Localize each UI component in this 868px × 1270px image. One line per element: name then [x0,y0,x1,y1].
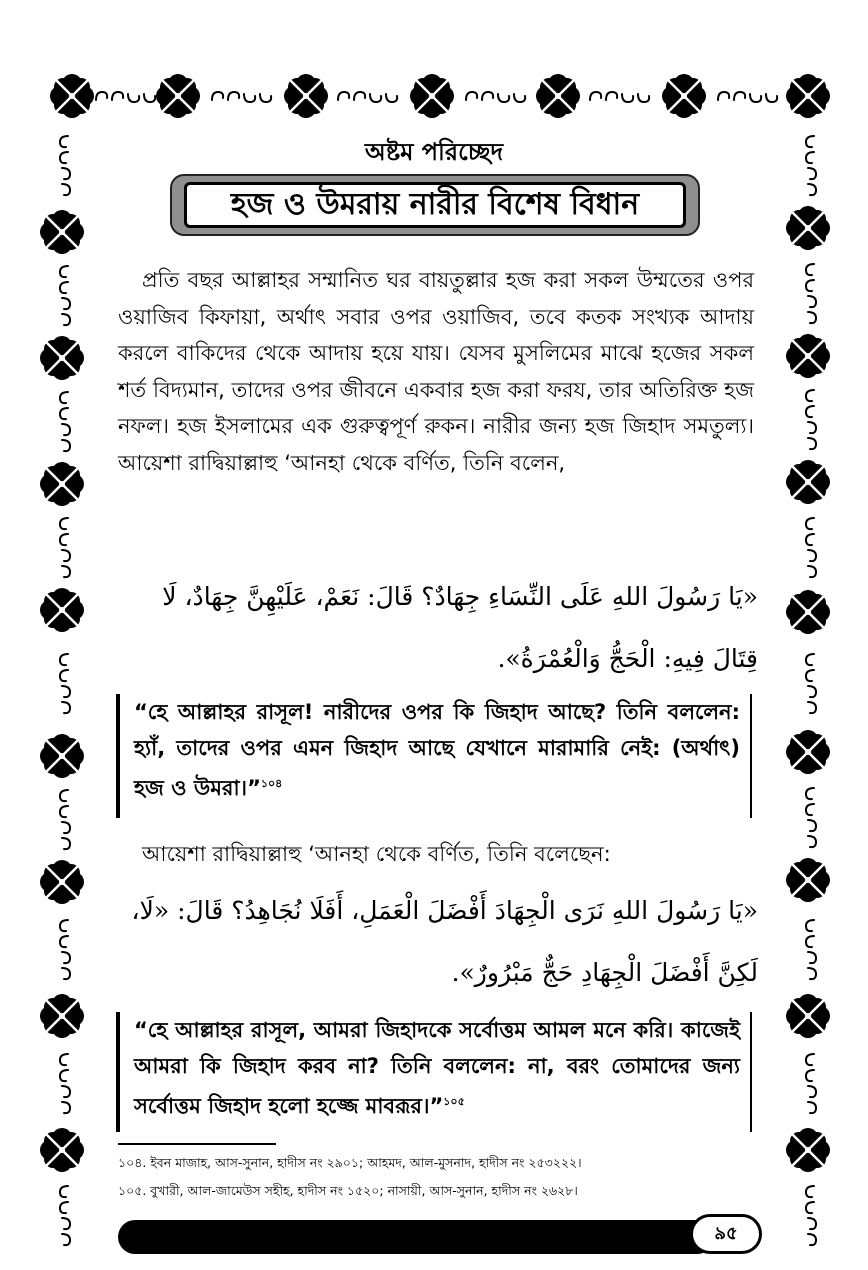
intro-paragraph: প্রতি বছর আল্লাহর সম্মানিত ঘর বায়তুল্লার হজ করা সকল উম্মতের ওপর ওয়াজিব কিফায়া, অর্থাৎ সবার ওপর ওয়াজিব, তবে কতক সংখ্যক আদায় করলে বাকিদের থেকে আদায় হয়ে যায়। যেসব মুসলিমের মাঝে হজের সকল শর্ত বিদ্যমান, তাদের ওপর জীবনে একবার হজ করা ফরয, তার অতিরিক্ত হজ নফল। হজ ইসলামের এক গুরুত্বপূর্ণ রুকন। নারীর জন্য হজ জিহাদ সমতুল্য। আয়েশা রাদ্বিয়াল্লাহু ‘আনহা থেকে বর্ণিত, তিনি বলেন, [118,268,754,475]
arabic-hadith-2: «يَا رَسُولَ اللهِ نَرَى الْجِهَادَ أَفْضَلَ الْعَمَلِ، أَفَلَا نُجَاهِدُ؟ قَالَ: «لَا، لَكِنَّ أَفْضَلَ الْجِهَادِ حَجٌّ مَبْرُورٌ». [131,896,758,987]
hadith-translation-2 [116,1012,752,1132]
hadith-translation-1 [116,694,752,818]
footnote: ১০৪. ইবন মাজাহ, আস-সুনান, হাদীস নং ২৯০১; আহমদ, আল-মুসনাদ, হাদীস নং ২৫৩২২২। [118,1155,582,1170]
footnote-divider [118,1143,276,1145]
quote-text: “হে আল্লাহর রাসূল! নারীদের ওপর কি জিহাদ আছে? তিনি বললেন: হ্যাঁ, তাদের ওপর এমন জিহাদ আছে যেখানে মারামারি নেই: (অর্থাৎ) হজ ও উমরা।” [134,700,740,800]
chapter-label: অষ্টম পরিচ্ছেদ [364,138,504,166]
footer-bar [118,1220,714,1254]
quote-text: “হে আল্লাহর রাসূল, আমরা জিহাদকে সর্বোত্তম আমল মনে করি। কাজেই আমরা কি জিহাদ করব না? তিনি বললেন: না, বরং তোমাদের জন্য সর্বোত্তম জিহাদ হলো হজ্জে মাবরূর।” [134,1018,740,1118]
footnote-ref: ১০৪ [260,777,283,790]
narration-intro: আয়েশা রাদ্বিয়াল্লাহু ‘আনহা থেকে বর্ণিত, তিনি বলেছেন: [142,842,611,866]
title-plate [170,174,700,236]
footnote-ref: ১০৫ [443,1095,465,1108]
footnote: ১০৫. বুখারী, আল-জামেউস সহীহ, হাদীস নং ১৫২০; নাসায়ী, আস-সুনান, হাদীস নং ২৬২৮। [118,1183,578,1198]
arabic-hadith-1: «يَا رَسُولَ اللهِ عَلَى النِّسَاءِ جِهَادٌ؟ قَالَ: نَعَمْ، عَلَيْهِنَّ جِهَادٌ، لَا قِتَالَ فِيهِ: الْحَجُّ وَالْعُمْرَةُ». [162,582,758,673]
page-number: ৯৫ [690,1214,762,1254]
page-title: হজ ও উমরায় নারীর বিশেষ বিধান [184,182,686,228]
